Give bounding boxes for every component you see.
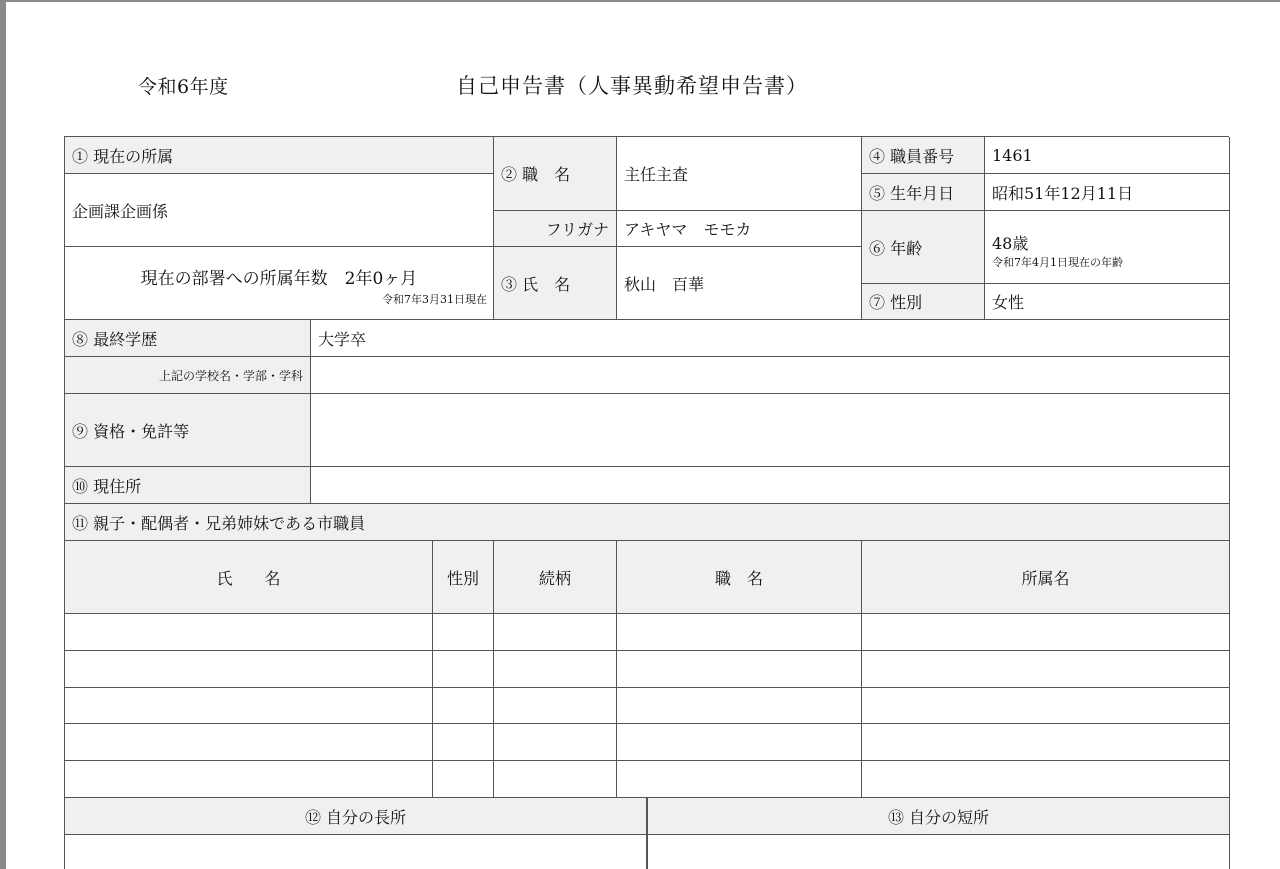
- name-label: ③ 氏 名: [494, 247, 617, 320]
- strengths-label: ⑫ 自分の長所: [65, 798, 647, 835]
- furigana-value[interactable]: アキヤマ モモカ: [617, 211, 862, 247]
- relatives-header-name: 氏 名: [65, 541, 433, 614]
- relative-name-cell[interactable]: [65, 651, 433, 688]
- relatives-header-gender: 性別: [433, 541, 494, 614]
- strengths-value[interactable]: [65, 835, 647, 869]
- years-in-department-note: 令和7年3月31日現在: [382, 292, 487, 306]
- years-in-department: [65, 247, 494, 320]
- relative-position-cell[interactable]: [617, 688, 862, 724]
- relative-department-cell[interactable]: [862, 761, 1230, 798]
- document-page: [6, 2, 1280, 869]
- weaknesses-label: ⑬ 自分の短所: [647, 798, 1230, 835]
- birthdate-label: ⑤ 生年月日: [862, 174, 985, 211]
- relative-department-cell[interactable]: [862, 724, 1230, 761]
- relative-gender-cell[interactable]: [433, 651, 494, 688]
- years-in-department-label: 現在の部署への所属年数 2年0ヶ月: [140, 268, 418, 289]
- relative-relation-cell[interactable]: [494, 761, 617, 798]
- position-label: ② 職 名: [494, 137, 617, 211]
- relative-name-cell[interactable]: [65, 761, 433, 798]
- relative-position-cell[interactable]: [617, 651, 862, 688]
- education-value[interactable]: 大学卒: [311, 320, 1230, 357]
- age-cell[interactable]: [985, 211, 1230, 284]
- gender-value[interactable]: 女性: [985, 284, 1230, 320]
- qualifications-value[interactable]: [311, 394, 1230, 467]
- relative-gender-cell[interactable]: [433, 724, 494, 761]
- relative-name-cell[interactable]: [65, 724, 433, 761]
- school-name-label: 上記の学校名・学部・学科: [65, 357, 311, 394]
- form-title: 自己申告書（人事異動希望申告書）: [456, 74, 808, 98]
- relative-relation-cell[interactable]: [494, 688, 617, 724]
- age-note: 令和7年4月1日現在の年齢: [992, 255, 1123, 269]
- birthdate-value[interactable]: 昭和51年12月11日: [985, 174, 1230, 211]
- relative-relation-cell[interactable]: [494, 651, 617, 688]
- relative-position-cell[interactable]: [617, 724, 862, 761]
- relatives-header-position: 職 名: [617, 541, 862, 614]
- qualifications-label: ⑨ 資格・免許等: [65, 394, 311, 467]
- current-affiliation-label: ① 現在の所属: [65, 137, 494, 174]
- relative-department-cell[interactable]: [862, 651, 1230, 688]
- relative-name-cell[interactable]: [65, 614, 433, 651]
- relative-gender-cell[interactable]: [433, 688, 494, 724]
- furigana-label: フリガナ: [494, 211, 617, 247]
- school-name-value[interactable]: [311, 357, 1230, 394]
- position-value[interactable]: 主任主査: [617, 137, 862, 211]
- employee-number-value[interactable]: 1461: [985, 137, 1230, 174]
- gender-label: ⑦ 性別: [862, 284, 985, 320]
- age-label: ⑥ 年齢: [862, 211, 985, 284]
- education-label: ⑧ 最終学歴: [65, 320, 311, 357]
- relatives-section-label: ⑪ 親子・配偶者・兄弟姉妹である市職員: [65, 504, 1230, 541]
- relative-position-cell[interactable]: [617, 614, 862, 651]
- relative-position-cell[interactable]: [617, 761, 862, 798]
- relatives-header-relation: 続柄: [494, 541, 617, 614]
- relative-relation-cell[interactable]: [494, 614, 617, 651]
- self-report-form: [64, 136, 1229, 869]
- name-value[interactable]: 秋山 百華: [617, 247, 862, 320]
- address-value[interactable]: [311, 467, 1230, 504]
- relative-department-cell[interactable]: [862, 688, 1230, 724]
- relative-gender-cell[interactable]: [433, 761, 494, 798]
- relative-name-cell[interactable]: [65, 688, 433, 724]
- relatives-header-department: 所属名: [862, 541, 1230, 614]
- weaknesses-value[interactable]: [647, 835, 1230, 869]
- address-label: ⑩ 現住所: [65, 467, 311, 504]
- relative-gender-cell[interactable]: [433, 614, 494, 651]
- relative-department-cell[interactable]: [862, 614, 1230, 651]
- relative-relation-cell[interactable]: [494, 724, 617, 761]
- employee-number-label: ④ 職員番号: [862, 137, 985, 174]
- fiscal-year: 令和6年度: [138, 76, 229, 98]
- age-value: 48歳: [992, 233, 1029, 253]
- current-affiliation-value[interactable]: 企画課企画係: [65, 174, 494, 247]
